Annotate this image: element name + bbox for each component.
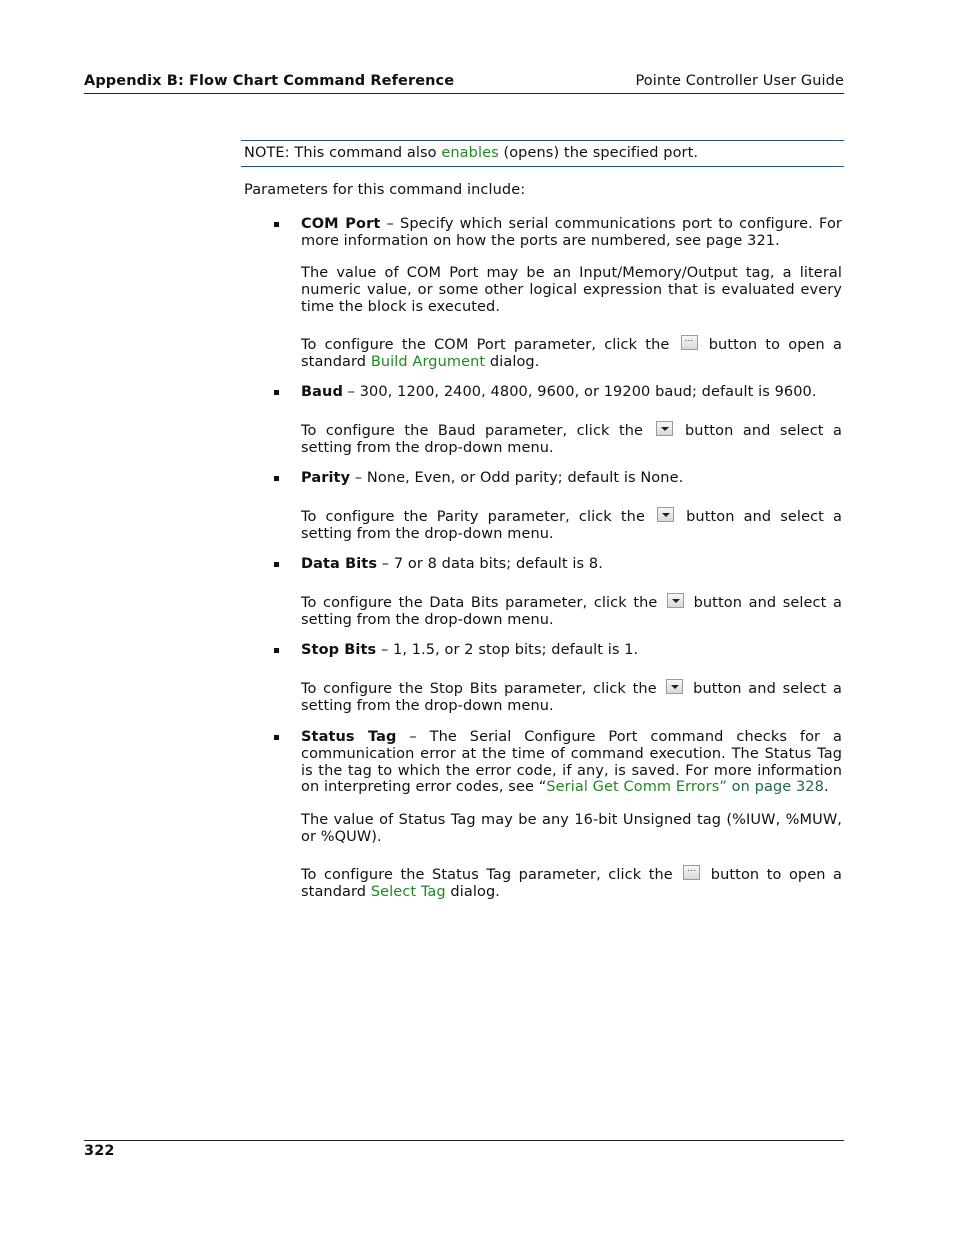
stop-bits-param xyxy=(301,642,842,659)
data-bits-configure-text xyxy=(301,593,842,629)
parity-desc: – None, Even, or Odd parity; default is None. xyxy=(350,470,684,486)
status-tag-param xyxy=(301,729,842,796)
dropdown-button-icon xyxy=(666,679,683,694)
bullet-icon xyxy=(274,735,279,740)
data-bits-configure-after: button and select a setting from the drop-down menu. xyxy=(301,595,842,628)
com-port-desc: – Specify which serial communications port to configure. For more information on how the ports are numbered, see page 321. xyxy=(301,216,842,249)
parity-param xyxy=(301,470,842,487)
baud-term: Baud xyxy=(301,384,343,400)
document-title: Pointe Controller User Guide xyxy=(635,73,844,89)
bullet-icon xyxy=(274,476,279,481)
bullet-icon xyxy=(274,562,279,567)
page-header xyxy=(84,73,844,94)
note-text xyxy=(244,145,698,161)
data-bits-desc: – 7 or 8 data bits; default is 8. xyxy=(377,556,603,572)
com-port-param xyxy=(301,216,842,250)
data-bits-term: Data Bits xyxy=(301,556,378,572)
status-tag-configure-before: To configure the Status Tag parameter, click the xyxy=(301,867,673,883)
com-port-configure-end: dialog. xyxy=(485,353,540,370)
note-box xyxy=(241,140,844,167)
bullet-icon xyxy=(274,222,279,227)
parity-term: Parity xyxy=(301,470,351,486)
stop-bits-configure-before: To configure the Stop Bits parameter, click the xyxy=(301,681,657,697)
bullet-icon xyxy=(274,390,279,395)
status-tag-configure-end: dialog. xyxy=(445,883,500,900)
serial-get-comm-errors-link[interactable]: Serial Get Comm Errors” xyxy=(546,779,727,796)
baud-param xyxy=(301,384,842,401)
status-tag-desc: – The Serial Configure Port command checks for a communication error at the time of command execution. The Status Tag is the tag to which the error code, if any, is saved. For more information on interpreting error codes, see “ xyxy=(301,729,842,796)
intro-text: Parameters for this command include: xyxy=(244,182,526,198)
ellipsis-button-icon xyxy=(681,335,698,350)
com-port-configure-text xyxy=(301,335,842,371)
status-tag-desc-end: . xyxy=(823,779,829,796)
baud-configure-after: button and select a setting from the drop-down menu. xyxy=(301,423,842,456)
stop-bits-desc: – 1, 1.5, or 2 stop bits; default is 1. xyxy=(376,642,639,658)
page-328-link[interactable]: on page 328 xyxy=(726,779,824,796)
bullet-icon xyxy=(274,648,279,653)
page-footer xyxy=(84,1140,844,1159)
baud-desc: – 300, 1200, 2400, 4800, 9600, or 19200 baud; default is 9600. xyxy=(342,384,817,400)
parity-configure-text xyxy=(301,507,842,543)
data-bits-param xyxy=(301,556,842,573)
stop-bits-configure-text xyxy=(301,679,842,715)
ellipsis-button-icon xyxy=(683,865,700,880)
com-port-term: COM Port xyxy=(301,216,381,232)
com-port-value-text: The value of COM Port may be an Input/Memory/Output tag, a literal numeric value, or some other logical expression that is evaluated every time the block is executed. xyxy=(301,265,842,315)
status-tag-configure-text xyxy=(301,865,842,901)
stop-bits-configure-after: button and select a setting from the drop-down menu. xyxy=(301,681,842,714)
dropdown-button-icon xyxy=(656,421,673,436)
note-prefix: NOTE: This command also xyxy=(244,145,442,161)
select-tag-link[interactable]: Select Tag xyxy=(370,883,446,900)
com-port-configure-before: To configure the COM Port parameter, click the xyxy=(301,337,670,353)
parity-configure-after: button and select a setting from the drop-down menu. xyxy=(301,509,842,542)
baud-configure-text xyxy=(301,421,842,457)
status-tag-configure-after: button to open a standard xyxy=(301,867,843,900)
status-tag-value-text: The value of Status Tag may be any 16-bit Unsigned tag (%IUW, %MUW, or %QUW). xyxy=(301,812,842,845)
dropdown-button-icon xyxy=(667,593,684,608)
note-suffix: (opens) the specified port. xyxy=(498,145,699,161)
data-bits-configure-before: To configure the Data Bits parameter, click the xyxy=(301,595,658,611)
build-argument-link[interactable]: Build Argument xyxy=(370,353,486,370)
status-tag-term: Status Tag xyxy=(301,729,397,745)
section-title: Appendix B: Flow Chart Command Reference xyxy=(84,73,455,89)
parity-configure-before: To configure the Parity parameter, click the xyxy=(301,509,645,525)
dropdown-button-icon xyxy=(657,507,674,522)
enables-link[interactable]: enables xyxy=(441,145,499,161)
page-number: 322 xyxy=(84,1143,115,1159)
com-port-configure-after: button to open a standard xyxy=(301,337,842,370)
stop-bits-term: Stop Bits xyxy=(301,642,377,658)
baud-configure-before: To configure the Baud parameter, click the xyxy=(301,423,644,439)
